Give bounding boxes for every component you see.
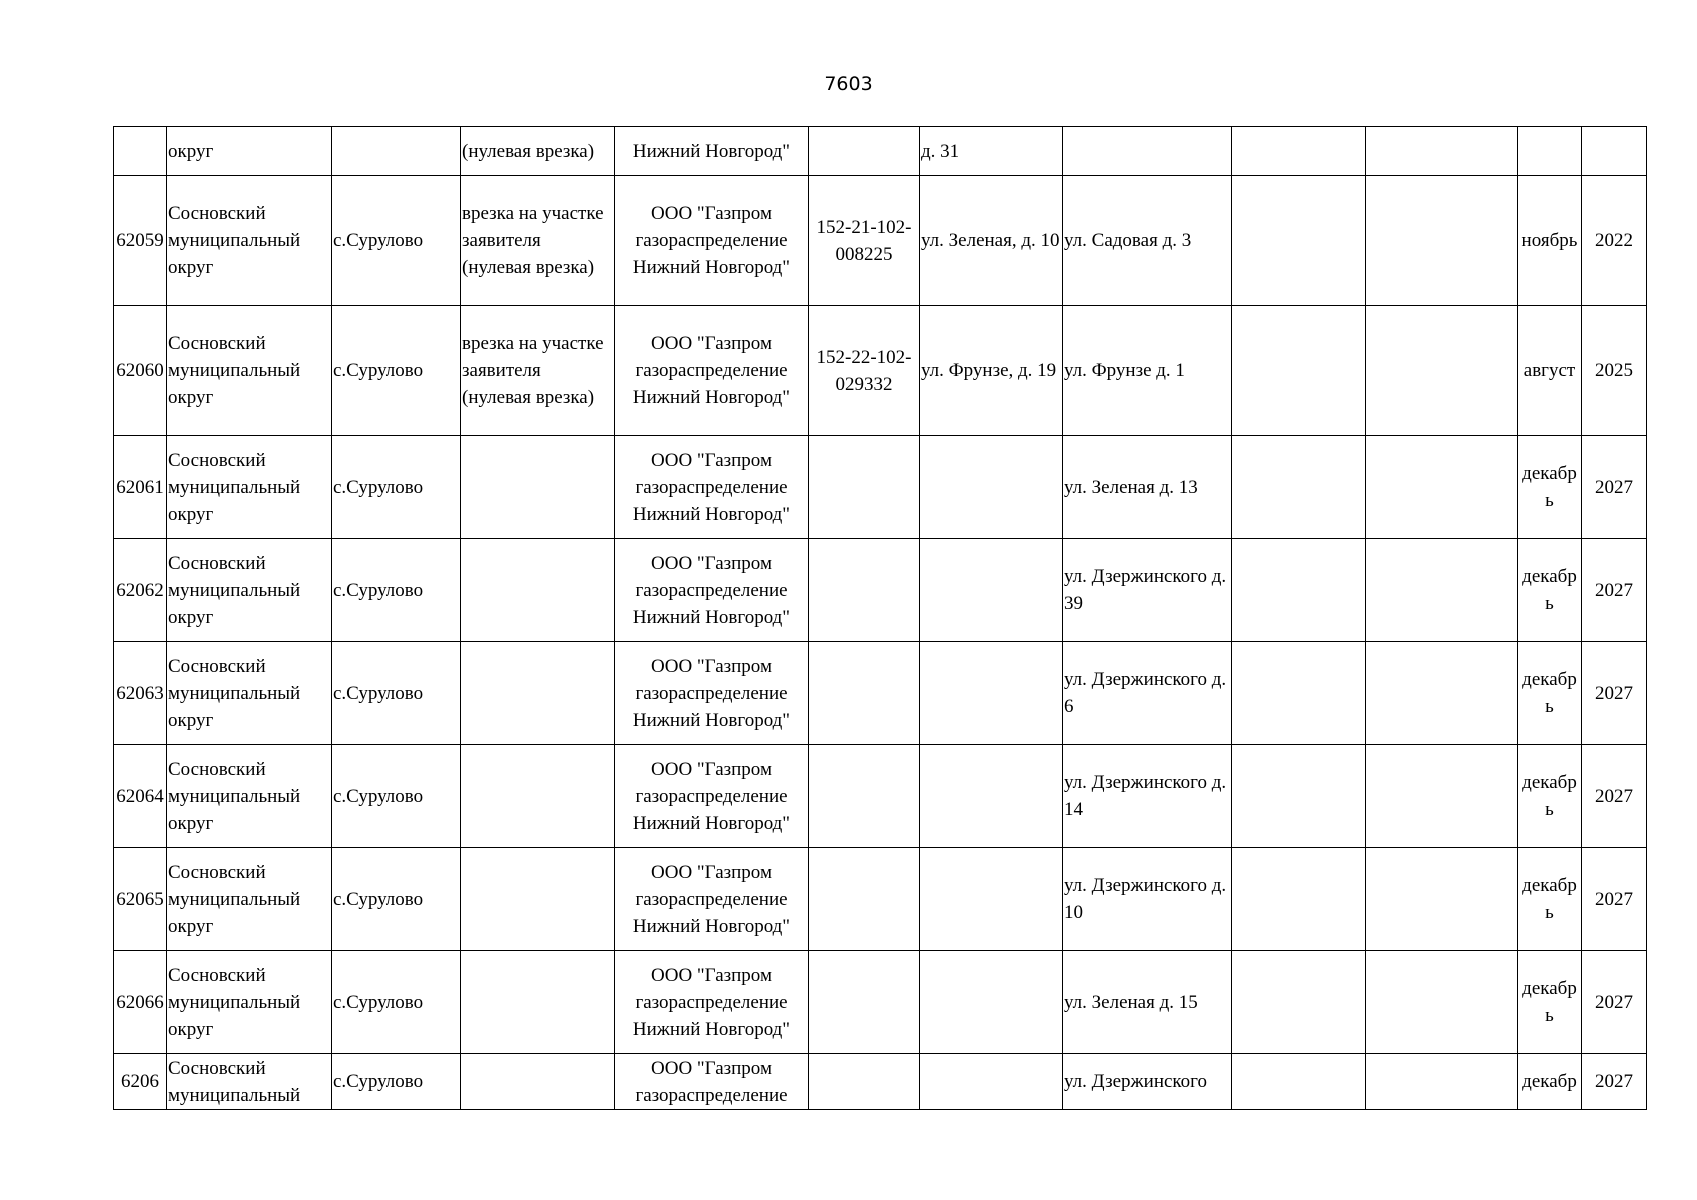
cell-settlement: с.Сурулово	[332, 539, 461, 642]
cell-num: 62061	[114, 436, 167, 539]
table-row	[114, 306, 1647, 436]
cell-owner: ООО "Газпром газораспределение Нижний Новгород"	[615, 951, 809, 1054]
cell-connection-address: ул. Зеленая, д. 10	[920, 176, 1063, 306]
cell-connection-type	[461, 745, 615, 848]
cell-year: 2027	[1582, 951, 1647, 1054]
gas-connection-table	[113, 126, 1647, 1110]
cell-connection-type	[461, 951, 615, 1054]
cell-month: декабрь	[1518, 436, 1582, 539]
table-body	[114, 127, 1647, 176]
cell-district: Сосновский муниципальный округ	[167, 951, 332, 1054]
cell-year: 2022	[1582, 176, 1647, 306]
table-row	[114, 951, 1647, 1054]
cell-settlement: с.Сурулово	[332, 436, 461, 539]
cell-owner: ООО "Газпром газораспределение Нижний Новгород"	[615, 642, 809, 745]
cell-object-address: ул. Дзержинского д. 14	[1063, 745, 1232, 848]
cell-connection-type: врезка на участке заявителя (нулевая врезка)	[461, 306, 615, 436]
cell-col9	[1232, 848, 1366, 951]
table-row-partial	[114, 1054, 1647, 1110]
table-row-continued	[114, 127, 1647, 176]
cell-district: Сосновский муниципальный округ	[167, 306, 332, 436]
cell-owner: ООО "Газпром газораспределение	[615, 1054, 809, 1110]
cell-num: 62060	[114, 306, 167, 436]
cell-settlement: с.Сурулово	[332, 951, 461, 1054]
cell-col10	[1366, 642, 1518, 745]
cell-col10	[1366, 176, 1518, 306]
cell-num: 62062	[114, 539, 167, 642]
cell-connection-address	[920, 642, 1063, 745]
cell-month: декабр	[1518, 1054, 1582, 1110]
cell-code	[809, 539, 920, 642]
cell-connection-type	[461, 436, 615, 539]
cell-object-address: ул. Садовая д. 3	[1063, 176, 1232, 306]
cell-connection-address	[920, 745, 1063, 848]
cell-col9	[1232, 539, 1366, 642]
cell-month: декабрь	[1518, 539, 1582, 642]
cell-col10	[1366, 745, 1518, 848]
cell-code	[809, 951, 920, 1054]
table-row	[114, 745, 1647, 848]
cell-month	[1518, 127, 1582, 176]
cell-num: 62063	[114, 642, 167, 745]
cell-code: 152-22-102-029332	[809, 306, 920, 436]
cell-settlement: с.Сурулово	[332, 745, 461, 848]
cell-district: Сосновский муниципальный	[167, 1054, 332, 1110]
cell-month: август	[1518, 306, 1582, 436]
cell-year: 2027	[1582, 642, 1647, 745]
cell-owner: Нижний Новгород"	[615, 127, 809, 176]
cell-year: 2027	[1582, 848, 1647, 951]
cell-col9	[1232, 642, 1366, 745]
cell-num: 62065	[114, 848, 167, 951]
cell-settlement	[332, 127, 461, 176]
cell-settlement: с.Сурулово	[332, 848, 461, 951]
cell-year: 2027	[1582, 436, 1647, 539]
cell-district: Сосновский муниципальный округ	[167, 436, 332, 539]
cell-object-address: ул. Дзержинского д. 39	[1063, 539, 1232, 642]
cell-connection-address	[920, 848, 1063, 951]
cell-col9	[1232, 436, 1366, 539]
page-number: 7603	[824, 73, 873, 95]
table-body-partial	[114, 1054, 1647, 1110]
cell-col9	[1232, 951, 1366, 1054]
cell-connection-address	[920, 1054, 1063, 1110]
cell-settlement: с.Сурулово	[332, 642, 461, 745]
cell-owner: ООО "Газпром газораспределение Нижний Новгород"	[615, 436, 809, 539]
cell-owner: ООО "Газпром газораспределение Нижний Новгород"	[615, 848, 809, 951]
cell-code: 152-21-102-008225	[809, 176, 920, 306]
cell-num: 62064	[114, 745, 167, 848]
cell-settlement: с.Сурулово	[332, 306, 461, 436]
cell-settlement: с.Сурулово	[332, 176, 461, 306]
cell-object-address: ул. Зеленая д. 13	[1063, 436, 1232, 539]
cell-district: Сосновский муниципальный округ	[167, 539, 332, 642]
cell-object-address: ул. Дзержинского д. 6	[1063, 642, 1232, 745]
cell-district: Сосновский муниципальный округ	[167, 642, 332, 745]
cell-month: ноябрь	[1518, 176, 1582, 306]
cell-code	[809, 436, 920, 539]
cell-col10	[1366, 127, 1518, 176]
table-rows	[114, 176, 1647, 1054]
cell-col9	[1232, 127, 1366, 176]
table-row	[114, 176, 1647, 306]
cell-connection-type	[461, 848, 615, 951]
table-row	[114, 848, 1647, 951]
cell-year: 2027	[1582, 745, 1647, 848]
cell-month: декабрь	[1518, 642, 1582, 745]
cell-col10	[1366, 848, 1518, 951]
cell-col9	[1232, 745, 1366, 848]
cell-col10	[1366, 1054, 1518, 1110]
cell-year: 2025	[1582, 306, 1647, 436]
cell-owner: ООО "Газпром газораспределение Нижний Новгород"	[615, 745, 809, 848]
cell-col9	[1232, 176, 1366, 306]
cell-district: Сосновский муниципальный округ	[167, 745, 332, 848]
cell-col10	[1366, 951, 1518, 1054]
cell-col9	[1232, 1054, 1366, 1110]
cell-col10	[1366, 306, 1518, 436]
cell-num: 62066	[114, 951, 167, 1054]
cell-connection-address	[920, 951, 1063, 1054]
cell-code	[809, 642, 920, 745]
cell-object-address	[1063, 127, 1232, 176]
cell-connection-address	[920, 436, 1063, 539]
cell-year: 2027	[1582, 539, 1647, 642]
cell-code	[809, 127, 920, 176]
cell-year: 2027	[1582, 1054, 1647, 1110]
cell-object-address: ул. Дзержинского д. 10	[1063, 848, 1232, 951]
cell-col9	[1232, 306, 1366, 436]
cell-code	[809, 1054, 920, 1110]
cell-connection-type	[461, 1054, 615, 1110]
cell-connection-type: (нулевая врезка)	[461, 127, 615, 176]
cell-district: Сосновский муниципальный округ	[167, 176, 332, 306]
cell-owner: ООО "Газпром газораспределение Нижний Новгород"	[615, 176, 809, 306]
cell-connection-address: д. 31	[920, 127, 1063, 176]
cell-owner: ООО "Газпром газораспределение Нижний Новгород"	[615, 306, 809, 436]
cell-connection-type: врезка на участке заявителя (нулевая врезка)	[461, 176, 615, 306]
cell-connection-address: ул. Фрунзе, д. 19	[920, 306, 1063, 436]
cell-district: Сосновский муниципальный округ	[167, 848, 332, 951]
cell-connection-type	[461, 642, 615, 745]
table-row	[114, 539, 1647, 642]
cell-object-address: ул. Дзержинского	[1063, 1054, 1232, 1110]
cell-num	[114, 127, 167, 176]
cell-owner: ООО "Газпром газораспределение Нижний Новгород"	[615, 539, 809, 642]
cell-col10	[1366, 436, 1518, 539]
table-row	[114, 642, 1647, 745]
table-row	[114, 436, 1647, 539]
cell-month: декабрь	[1518, 745, 1582, 848]
cell-object-address: ул. Фрунзе д. 1	[1063, 306, 1232, 436]
cell-object-address: ул. Зеленая д. 15	[1063, 951, 1232, 1054]
cell-month: декабрь	[1518, 848, 1582, 951]
cell-num: 62059	[114, 176, 167, 306]
cell-year	[1582, 127, 1647, 176]
cell-district: округ	[167, 127, 332, 176]
cell-code	[809, 745, 920, 848]
cell-settlement: с.Сурулово	[332, 1054, 461, 1110]
cell-connection-address	[920, 539, 1063, 642]
cell-code	[809, 848, 920, 951]
cell-connection-type	[461, 539, 615, 642]
cell-month: декабрь	[1518, 951, 1582, 1054]
cell-num: 6206	[114, 1054, 167, 1110]
cell-col10	[1366, 539, 1518, 642]
